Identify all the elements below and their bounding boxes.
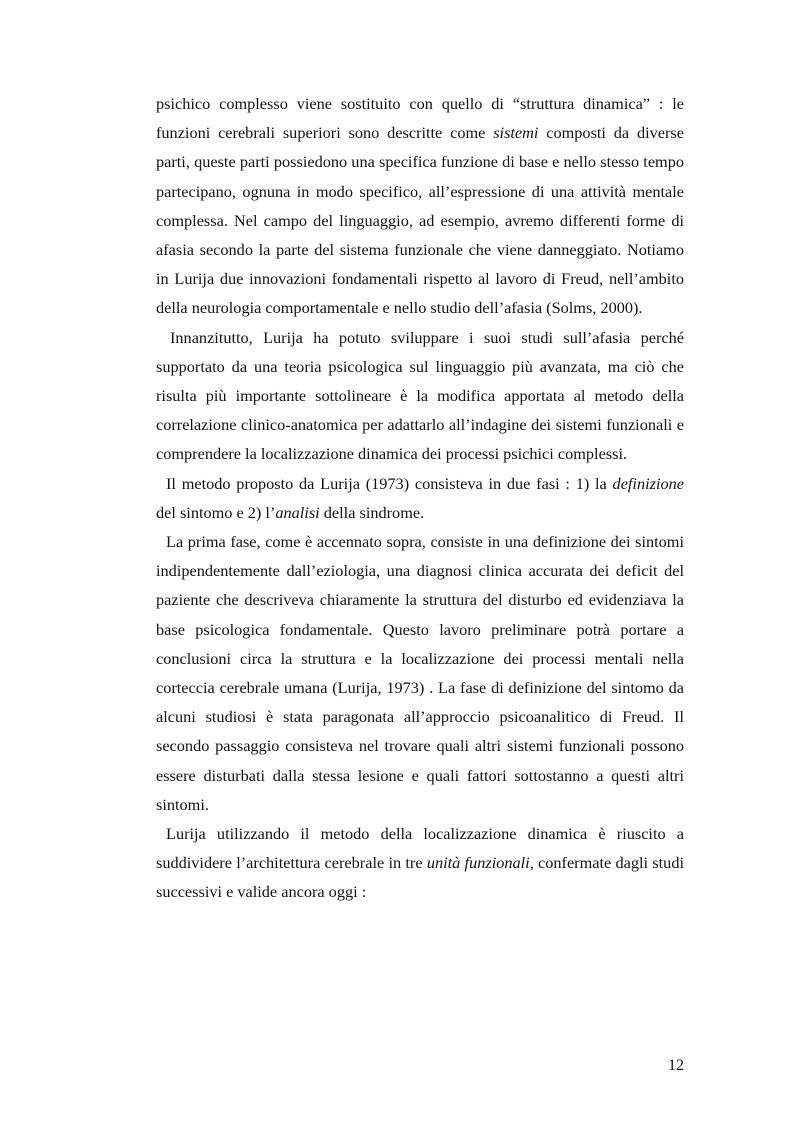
page-number: 12 <box>668 1057 684 1074</box>
paragraph-2-seg-1: Innanzitutto, Lurija ha potuto sviluppare i suoi studi sull’afasia perché supportato da una teoria psicologica sul linguaggio più avanzata, ma ciò che risulta più importante sottolineare è la modifica apportata al metodo della correlazione clinico-anatomica per adattarlo all’indagine dei sistemi funzionali e comprendere la localizzazione dinamica dei processi psichici complessi. <box>156 327 684 464</box>
paragraph-5-seg-3: confermate dagli studi successivi e valide ancora oggi : <box>156 853 684 902</box>
paragraph-4 <box>156 527 684 819</box>
paragraph-3-seg-5: della sindrome. <box>319 502 425 522</box>
paragraph-5-seg-1: Lurija utilizzando il metodo della localizzazione dinamica è riuscito a suddividere l’architettura cerebrale in tre <box>156 824 684 873</box>
paragraph-5 <box>156 819 684 907</box>
paragraph-3-seg-3: del sintomo e 2) l’ <box>156 502 276 522</box>
paragraph-1-seg-3: composti da diverse parti, queste parti possiedono una specifica funzione di base e nello stesso tempo partecipano, ognuna in modo specifico, all’espressione di una attività mentale complessa. Nel campo del linguaggio, ad esempio, avremo differenti forme di afasia secondo la parte del sistema funzionale che viene danneggiato. Notiamo in Lurija due innovazioni fondamentali rispetto al lavoro di Freud, nell’ambito della neurologia comportamentale e nello studio dell’afasia (Solms, 2000). <box>156 123 684 318</box>
paragraph-3-seg-2: definizione <box>612 473 684 493</box>
paragraph-5-seg-2: unità funzionali, <box>426 853 534 873</box>
paragraph-1-seg-1: psichico complesso viene sostituito con quello di “struttura dinamica” : le funzioni cerebrali superiori sono descritte come <box>156 94 684 143</box>
paragraph-3-seg-1: Il metodo proposto da Lurija (1973) consisteva in due fasi : 1) la <box>166 473 613 493</box>
paragraph-1 <box>156 89 684 323</box>
paragraph-3 <box>156 469 684 527</box>
paragraph-2 <box>156 323 684 469</box>
paragraph-3-seg-4: analisi <box>275 502 320 522</box>
body-text <box>156 89 684 907</box>
paragraph-1-seg-2: sistemi <box>493 123 539 143</box>
paragraph-4-seg-1: La prima fase, come è accennato sopra, consiste in una definizione dei sintomi indipendentemente dall’eziologia, una diagnosi clinica accurata dei deficit del paziente che descriveva chiaramente la struttura del disturbo ed evidenziava la base psicologica fondamentale. Questo lavoro preliminare potrà portare a conclusioni circa la struttura e la localizzazione dei processi mentali nella corteccia cerebrale umana (Lurija, 1973) . La fase di definizione del sintomo da alcuni studiosi è stata paragonata all’approccio psicoanalitico di Freud. Il secondo passaggio consisteva nel trovare quali altri sistemi funzionali possono essere disturbati dalla stessa lesione e quali fattori sottostanno a questi altri sintomi. <box>156 532 684 814</box>
